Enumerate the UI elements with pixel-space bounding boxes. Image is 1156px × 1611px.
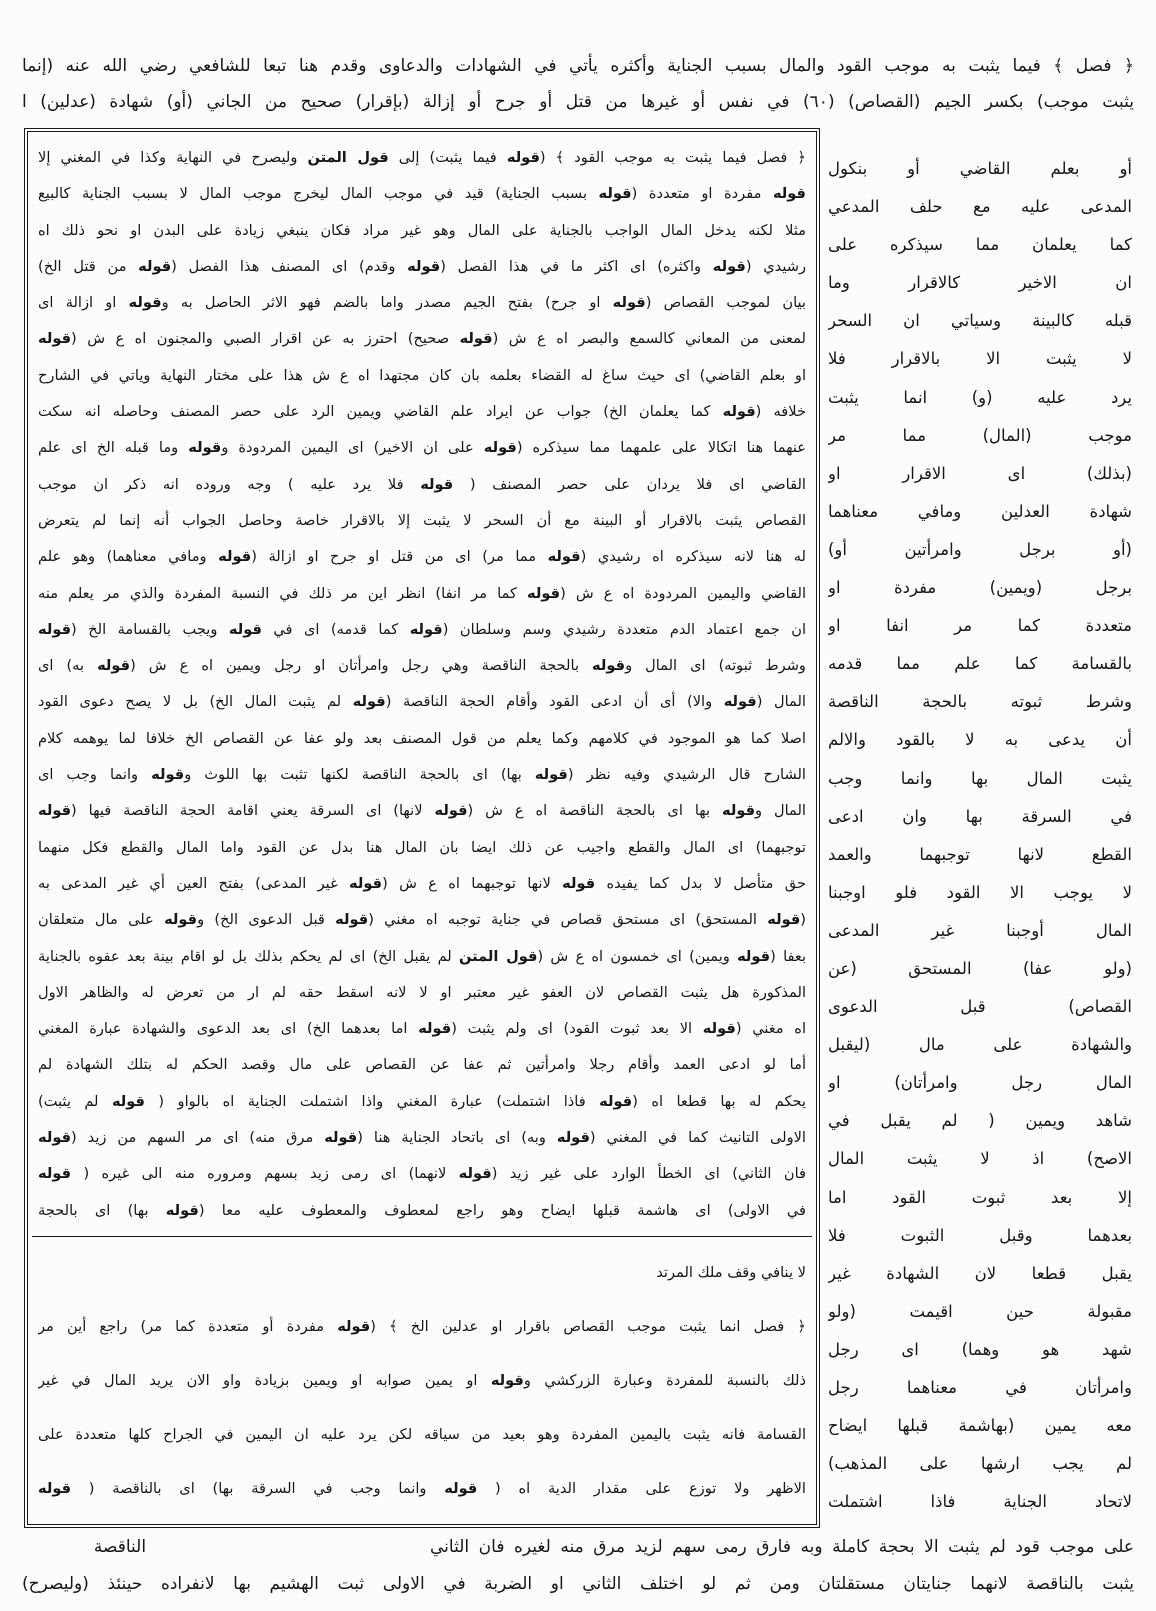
lemma-marker: قوله (459, 330, 493, 348)
lemma-marker: قوله (188, 439, 222, 457)
lemma-marker: قوله (349, 874, 383, 892)
hashiya-line: القسامة فانه يثبت باليمين المفردة وهو بعيد من سياقه لكن يرد عليه ان اليمين في الجراح كلها متعددة على (38, 1426, 806, 1443)
sharh-line: في السرقة بها وان ادعى (828, 806, 1132, 826)
hashiya-line: مثلا لكنه يدخل المال الواجب بالجناية على المال وهو غير مراد فكان ينبغي زيادة على البدن او نحو ذلك اه (38, 221, 806, 239)
sharh-line: المال رجل وامرأتان) او (828, 1073, 1132, 1093)
section-divider (32, 1236, 812, 1237)
hashiya-line: رشيدي (قوله واكثره) اى اكثر ما في هذا الفصل (قوله وقدم) اى المصنف هذا الفصل (قوله من قتل الخ) (38, 257, 806, 275)
hashiya-line: الاظهر ولا توزع على مقدار الدية اه ( قوله وانما وجب في السرقة بها) اى بالناقصة ( قوله (38, 1480, 806, 1497)
lemma-marker: قوله (128, 294, 162, 312)
sharh-line: مقبولة حين اقيمت (ولو (828, 1301, 1132, 1321)
hashiya-line: عنهما هنا اتكالا على علمهما مما سيذكره (قوله على ان الاخير) اى اليمين المردودة وقوله وما قبله الخ اى علم (38, 439, 806, 457)
sharh-line: الاصح) اذ لا يثبت المال (828, 1149, 1132, 1169)
lemma-marker: قوله (335, 911, 369, 929)
matn-line: يثبت موجب) بكسر الجيم (القصاص) (٦٠) في نفس أو غيرها من قتل أو جرح أو إزالة (بإقرار) صحيح من الجاني (أو) شهادة (عدلين) ا (22, 92, 1134, 112)
lemma-marker: قوله (772, 185, 806, 203)
sharh-line: (بذلك) اى الاقرار او (828, 463, 1132, 483)
lemma-marker: قوله (228, 620, 262, 638)
sharh-line: لا يثبت الا بالاقرار فلا (828, 349, 1132, 369)
sharh-line: لم يجب ارشها على المذهب) (828, 1454, 1132, 1474)
hashiya-line: القاضي اى فلا يردان على حصر المصنف ( قوله فلا يرد عليه ) وجه وروده انه ذكر ان موجب (38, 475, 806, 493)
lemma-marker: قوله (598, 185, 632, 203)
sharh-line: يرد عليه (و) انما يثبت (828, 387, 1132, 407)
sharh-line: أن يدعى به لا بالقود والالم (828, 730, 1132, 750)
hashiya-second (38, 1246, 806, 1516)
sharh-line: القصاص) قبل الدعوى (828, 997, 1132, 1017)
hashiya-line: المذكورة هل يثبت القصاص لان العفو غير معتبر او لا لانه اسقط حقه لم ار من تعرض له والظاهر الاول (38, 983, 806, 1001)
sharh-line: شهد هو وهما) اى رجل (828, 1339, 1132, 1359)
lemma-marker: قوله (767, 911, 801, 929)
hashiya-line: في الاولى) اى هاشمة قبلها ايضاح وهو راجع لمعطوف والمعطوف عليه معا (قوله بها) اى بالحجة (38, 1201, 806, 1219)
sharh-line: القطع لانها توجبهما والعمد (828, 844, 1132, 864)
sharh-line: لا يوجب الا القود فلو اوجبنا (828, 882, 1132, 902)
sharh-line: أو بعلم القاضي أو بنكول (828, 159, 1132, 178)
lemma-marker: قوله (556, 1129, 590, 1147)
lemma-marker: قول المتن (307, 149, 389, 166)
sharh-line: ان الاخير كالاقرار وما (828, 273, 1132, 293)
hashiya-line: (قوله المستحق) اى مستحق قصاص في جناية توجبه اه مغني (قوله قبل الدعوى الخ) وقوله على مال متعلقان (38, 911, 806, 929)
sharh-line: بعدهما وقبل الثبوت فلا (828, 1225, 1132, 1245)
lemma-marker: قوله (444, 1480, 478, 1497)
sharh-line: شهادة العدلين ومافي معناهما (828, 501, 1132, 521)
lemma-marker: قوله (490, 1372, 524, 1389)
hashiya-line: ذلك بالنسبة للمفردة وعبارة الزركشي وقوله او يمين صوابه او ويمين بزيادة واو الان يريد المال في غير (38, 1372, 806, 1389)
hashiya-line: المال وقوله بها اى بالحجة الناقصة اه ع ش (قوله لانها) اى السرقة يعني اقامة الحجة الناقصة فيها (قوله (38, 802, 806, 820)
hashiya-line: اصلا كما هو الموجود في كلامهم وكما يعلم من قول المصنف بعد ولو عفا عن القصاص الخ خلافا لما يوهمه كلام (38, 729, 806, 747)
hashiya-line: القاضي واليمين المردودة اه ع ش (قوله كما مر انفا) انظر اين مر ذلك في النسبة المفردة والذي مر يعلم منه (38, 584, 806, 602)
lemma-marker: قوله (138, 257, 172, 275)
hashiya-line: او بعلم القاضي) اى حيث ساغ له القضاء بعلمه بان كان مجتهدا اه ع ش هذا على مختار النهاية وياتي في الشارح (38, 366, 806, 384)
lemma-marker: قوله (409, 620, 443, 638)
lemma-marker: قوله (165, 1201, 199, 1219)
sharh-line: يقبل قطعا لان الشهادة غير (828, 1263, 1132, 1283)
sharh-line: والشهادة على مال (ليقبل (828, 1035, 1132, 1055)
hashiya-line: بعفا (قوله ويمين) اى خمسون اه ع ش (قول المتن لم يقبل الخ) اى لم يحكم بذلك بل لو اقام بينة بعد عفوه بالجناية (38, 947, 806, 965)
lemma-marker: قوله (97, 657, 131, 675)
hashiya-main (38, 140, 806, 1229)
lemma-marker: قوله (483, 439, 517, 457)
lemma-marker: قوله (407, 257, 441, 275)
hashiya-line: المال (قوله والا) أى أن ادعى القود وأقام الحجة الناقصة (قوله لم يثبت المال الخ) بل لا يصح دعوى القود (38, 693, 806, 711)
lemma-marker: قوله (38, 620, 72, 638)
lemma-marker: قوله (111, 1092, 145, 1110)
sharh-line: متعددة كما مر انفا او (828, 616, 1132, 636)
hashiya-line: خلافه (قوله كما يعلمان الخ) جواب عن ايراد علم القاضي ويمين الرد على حصر المصنف وحاصله انه سكت (38, 403, 806, 421)
sharh-line: برجل (ويمين) مفردة او (828, 578, 1132, 598)
lemma-marker: قوله (420, 475, 454, 493)
lemma-marker: قوله (38, 1480, 72, 1497)
sharh-line: وشرط ثبوته بالحجة الناقصة (828, 692, 1132, 712)
hashiya-line: ﴿ فصل فيما يثبت به موجب القود ﴾ (قوله فيما يثبت) إلى قول المتن وليصرح في النهاية وكذا في المغني إلا (38, 149, 806, 166)
lemma-marker: قوله (592, 657, 626, 675)
lemma-marker: قوله (612, 294, 646, 312)
sharh-line: قبله كالبينة وسياتي ان السحر (828, 311, 1132, 331)
hashiya-line: القصاص يثبت بالاقرار أو البينة مع أن السحر لا يثبت إلا بالاقرار خاصة وحاصل الجواب أنه إنما لم يتعرض (38, 511, 806, 529)
lemma-marker: قوله (722, 403, 756, 421)
hashiya-line: وشرط ثبوته) اى المال وقوله بالحجة الناقصة وهي رجل وامرأتان او رجل ويمين اه ع ش (قوله به) اى (38, 657, 806, 675)
lemma-marker: قوله (712, 257, 746, 275)
sharh-line: شاهد ويمين ( لم يقبل في (828, 1111, 1132, 1131)
lemma-marker: قوله (527, 584, 561, 602)
lemma-marker: قوله (547, 548, 581, 566)
hashiya-line: له هنا لانه سيذكره اه رشيدي (قوله مما مر) اى من قتل او جرح او ازالة (قوله ومافي معناهما) وهو علم (38, 548, 806, 566)
hashiya-line: ﴿ فصل انما يثبت موجب القصاص باقرار او عدلين الخ ﴾ (قوله مفردة أو متعددة كما مر) راجع أين مر (38, 1318, 806, 1335)
hashiya-line: لمعنى من المعاني كالسمع والبصر اه ع ش (قوله صحيح) احترز به عن اقرار الصبي والمجنون اه ع ش (قوله (38, 330, 806, 348)
sharh-line: المدعى عليه مع حلف المدعي (828, 197, 1132, 217)
lemma-marker: قوله (458, 1165, 492, 1183)
lemma-marker: قوله (506, 149, 540, 166)
lemma-marker: قوله (38, 1129, 72, 1147)
lemma-marker: قوله (38, 1165, 72, 1183)
lemma-marker: قوله (721, 802, 756, 820)
sharh-line: المال أوجبنا غير المدعى (828, 920, 1132, 940)
lemma-marker: قوله (337, 1318, 371, 1335)
lemma-marker: قوله (151, 766, 185, 784)
hashiya-line: أما لو ادعى العمد وأقام رجلا وامرأتين ثم عفا عن القصاص على مال وقصد الحكم له بتلك الشهادة لم (38, 1056, 806, 1074)
lemma-marker: قوله (324, 1129, 358, 1147)
lemma-marker: قوله (352, 693, 386, 711)
sharh-line: يثبت المال بها وانما وجب (828, 768, 1132, 788)
sharh-column (828, 150, 1132, 1521)
lemma-marker: قوله (164, 911, 198, 929)
lemma-marker: قوله (218, 548, 252, 566)
sharh-line: معه يمين (بهاشمة قبلها ايضاح (828, 1416, 1132, 1436)
sharh-line: موجب (المال) مما مر (828, 425, 1132, 445)
catchword: الناقصة (93, 1537, 147, 1557)
hashiya-line: بيان لموجب القصاص (قوله او جرح) بفتح الجيم مصدر واما بالضم فهو الاثر الحاصل به وقوله او ازالة اى (38, 294, 806, 312)
lemma-marker: قوله (702, 1020, 736, 1038)
hashiya-line: قوله مفردة او متعددة (قوله بسبب الجناية) قيد في موجب المال ليخرج موجب المال لا بسبب الجناية كالبيع (38, 185, 806, 203)
footer-line: على موجب قود لم يثبت الا بحجة كاملة وبه فارق رمى سهم لزيد مرق منه لغيره فان الثاني (430, 1537, 1134, 1557)
hashiya-frame (24, 128, 820, 1528)
hashiya-line: الاولى التانيث كما في المغني (قوله وبه) اى باتحاد الجناية هنا (قوله مرق منه) اى مر السهم من زيد (قوله (38, 1129, 806, 1147)
footer-line: يثبت بالناقصة لانهما جنايتان مستقلتان ومن ثم لو اختلف الثاني او الضربة في الاولى ثبت الهشيم بها لانفراده حينئذ (وليصرح) (22, 1574, 1134, 1594)
lemma-marker: قوله (737, 947, 771, 965)
sharh-line: كما يعلمان مما سيذكره على (828, 235, 1132, 255)
hashiya-line: اه مغني (قوله الا بعد ثبوت القود) اى ولم يثبت (قوله اما بعدهما الخ) اى بعد الدعوى والشهادة عبارة المغني (38, 1020, 806, 1038)
sharh-line: بالقسامة كما علم مما قدمه (828, 654, 1132, 674)
lemma-marker: قوله (599, 1092, 633, 1110)
matn-line: ﴿ فصل ﴾ فيما يثبت به موجب القود والمال بسبب الجناية وأكثره يأتي في الشهادات والدعاوى وقدم هنا تبعا للشافعي رضي الله عنه (إنما (22, 56, 1134, 76)
hashiya-line: توجبهما) اى المال والقطع واجيب عن ذلك ايضا بان المال هنا بدل عن القود واما المال والقطع فكل منهما (38, 838, 806, 856)
lemma-marker: قوله (418, 1020, 452, 1038)
sharh-line: لاتحاد الجناية فاذا اشتملت (828, 1492, 1132, 1512)
sharh-line: (ولو عفا) المستحق (عن (828, 958, 1132, 978)
matn-top (22, 48, 1134, 120)
lemma-marker: قول المتن (459, 947, 538, 965)
hashiya-line: حق متأصل لا بدل كما يفيده قوله لانها توجبهما اه ع ش (قوله غير المدعى) بفتح العين أي غير المدعى به (38, 874, 806, 892)
hashiya-line: لا ينافي وقف ملك المرتد (656, 1264, 806, 1281)
hashiya-line: يحكم له بها قطعا اه (قوله فاذا اشتملت) عبارة المغني واذا اشتملت الجناية اه بالواو ( قوله لم يثبت) (38, 1092, 806, 1110)
lemma-marker: قوله (723, 693, 757, 711)
hashiya-line: ان جمع اعتماد الدم متعددة رشيدي وسم وسلطان (قوله كما قدمه) اى في قوله ويجب بالقسامة الخ (قوله (38, 620, 806, 638)
lemma-marker: قوله (562, 874, 596, 892)
hashiya-line: فان الثاني) اى الخطأ الوارد على غير زيد (قوله لانهما) اى رمى زيد بسهم ومروره منه الى غيره ( قوله (38, 1165, 806, 1183)
lemma-marker: قوله (434, 802, 468, 820)
lemma-marker: قوله (38, 802, 72, 820)
lemma-marker: قوله (38, 330, 72, 348)
sharh-line: وامرأتان في معناهما رجل (828, 1378, 1132, 1397)
sharh-line: (أو برجل وامرأتين أو) (828, 539, 1132, 559)
lemma-marker: قوله (534, 766, 568, 784)
sharh-line: إلا بعد ثبوت القود اما (828, 1187, 1132, 1207)
hashiya-line: الشارح قال الرشيدي وفيه نظر (قوله بها) اى بالحجة الناقصة لكنها تثبت بها اللوث وقوله وانما وجب اى (38, 766, 806, 784)
